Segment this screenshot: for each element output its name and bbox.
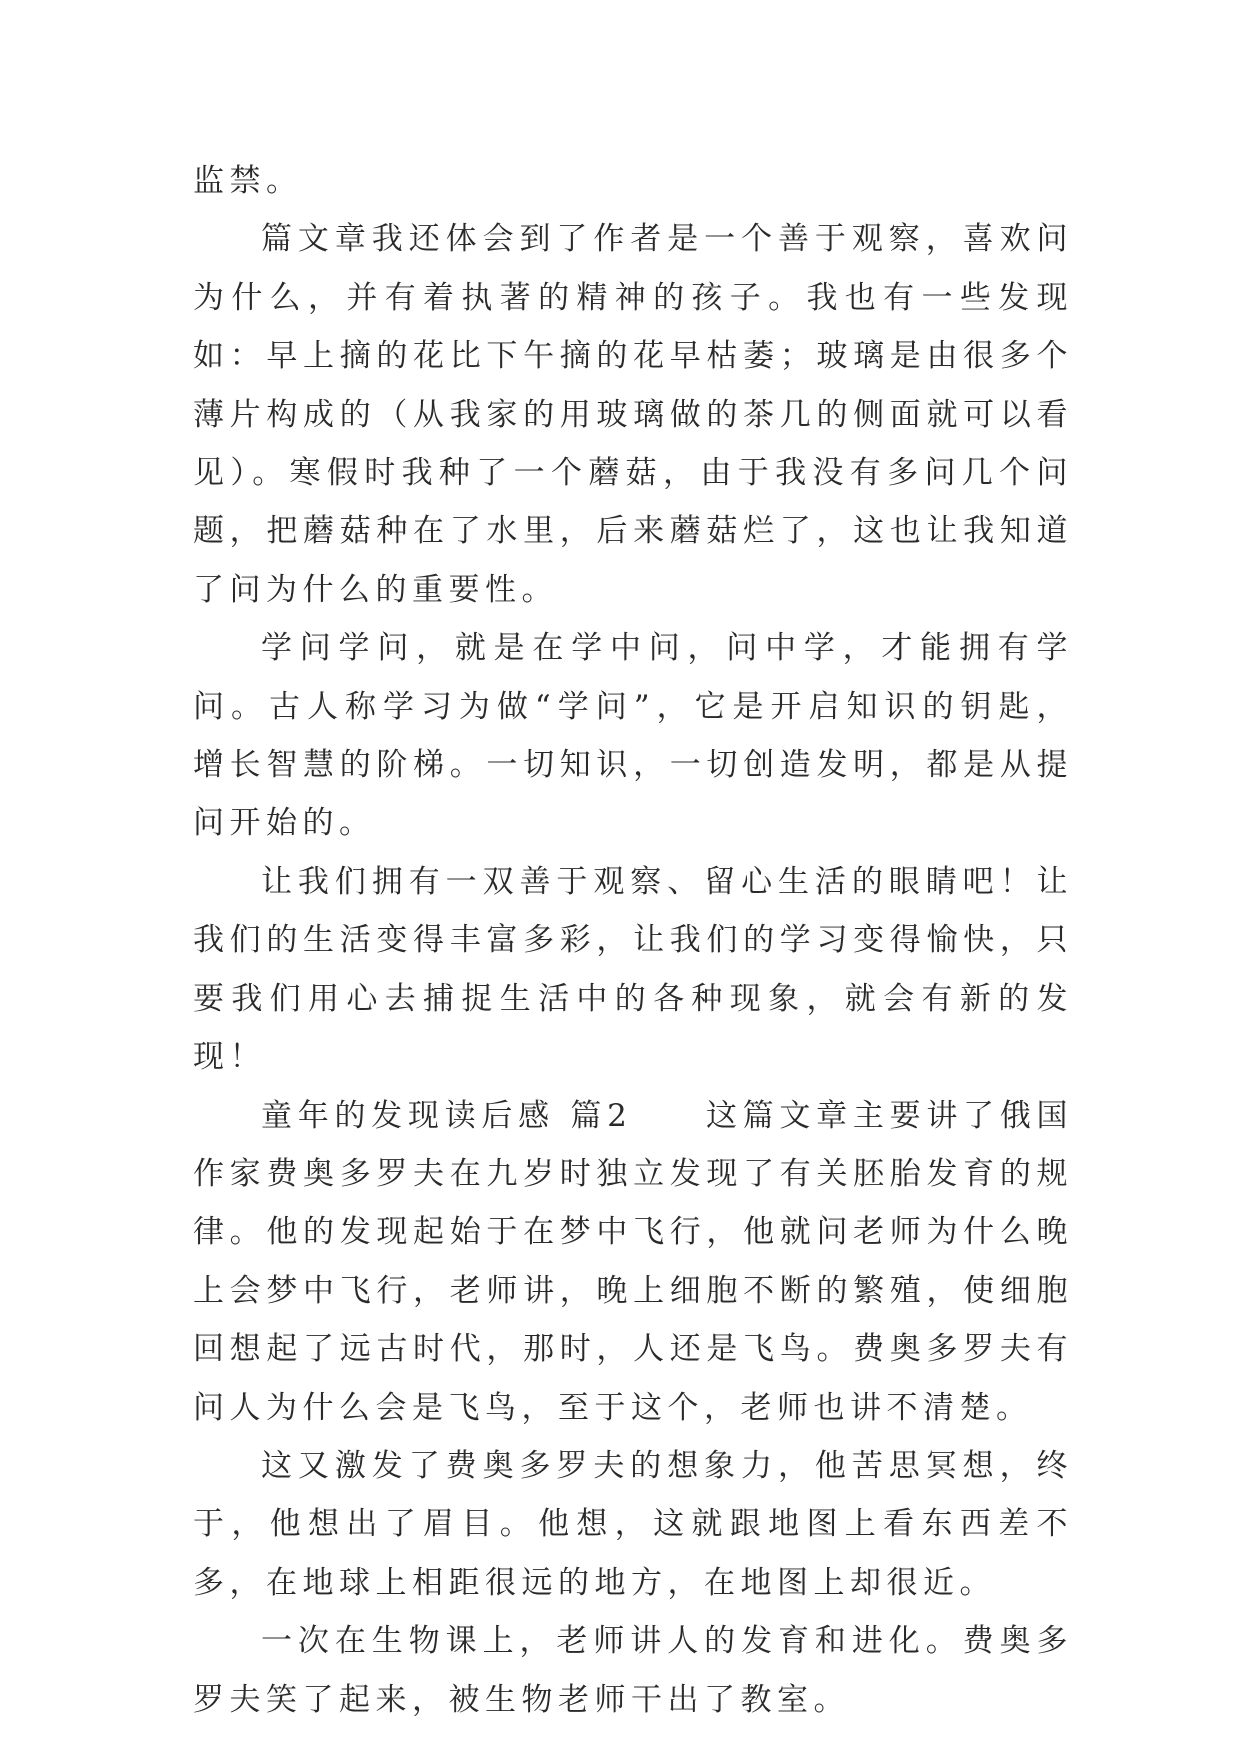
paragraph-2: 篇文章我还体会到了作者是一个善于观察，喜欢问为什么，并有着执著的精神的孩子。我也有一些发现如：早上摘的花比下午摘的花早枯萎；玻璃是由很多个薄片构成的（从我家的用玻璃做的茶几的侧面就可以看见）。寒假时我种了一个蘑菇，由于我没有多问几个问题，把蘑菇种在了水里，后来蘑菇烂了，这也让我知道了问为什么的重要性。	[193, 221, 1073, 608]
paragraph-3: 学问学问，就是在学中问，问中学，才能拥有学问。古人称学习为做“学问”，它是开启知识的钥匙，增长智慧的阶梯。一切知识，一切创造发明，都是从提问开始的。	[193, 630, 1073, 842]
paragraph-5: 童年的发现读后感 篇2 这篇文章主要讲了俄国作家费奥多罗夫在九岁时独立发现了有关胚胎发育的规律。他的发现起始于在梦中飞行，他就问老师为什么晚上会梦中飞行，老师讲，晚上细胞不断的繁殖，使细胞回想起了远古时代，那时，人还是飞鸟。费奥多罗夫有问人为什么会是飞鸟，至于这个，老师也讲不清楚。	[193, 1097, 1073, 1426]
paragraph-4: 让我们拥有一双善于观察、留心生活的眼睛吧！让我们的生活变得丰富多彩，让我们的学习变得愉快，只要我们用心去捕捉生活中的各种现象，就会有新的发现！	[193, 863, 1073, 1076]
paragraph-1: 监禁。	[193, 163, 303, 199]
body-text	[193, 152, 1073, 1729]
paragraph-6: 这又激发了费奥多罗夫的想象力，他苦思冥想，终于，他想出了眉目。他想，这就跟地图上看东西差不多，在地球上相距很远的地方，在地图上却很近。	[193, 1447, 1073, 1601]
paragraph-7: 一次在生物课上，老师讲人的发育和进化。费奥多罗夫笑了起来，被生物老师干出了教室。	[193, 1623, 1073, 1718]
